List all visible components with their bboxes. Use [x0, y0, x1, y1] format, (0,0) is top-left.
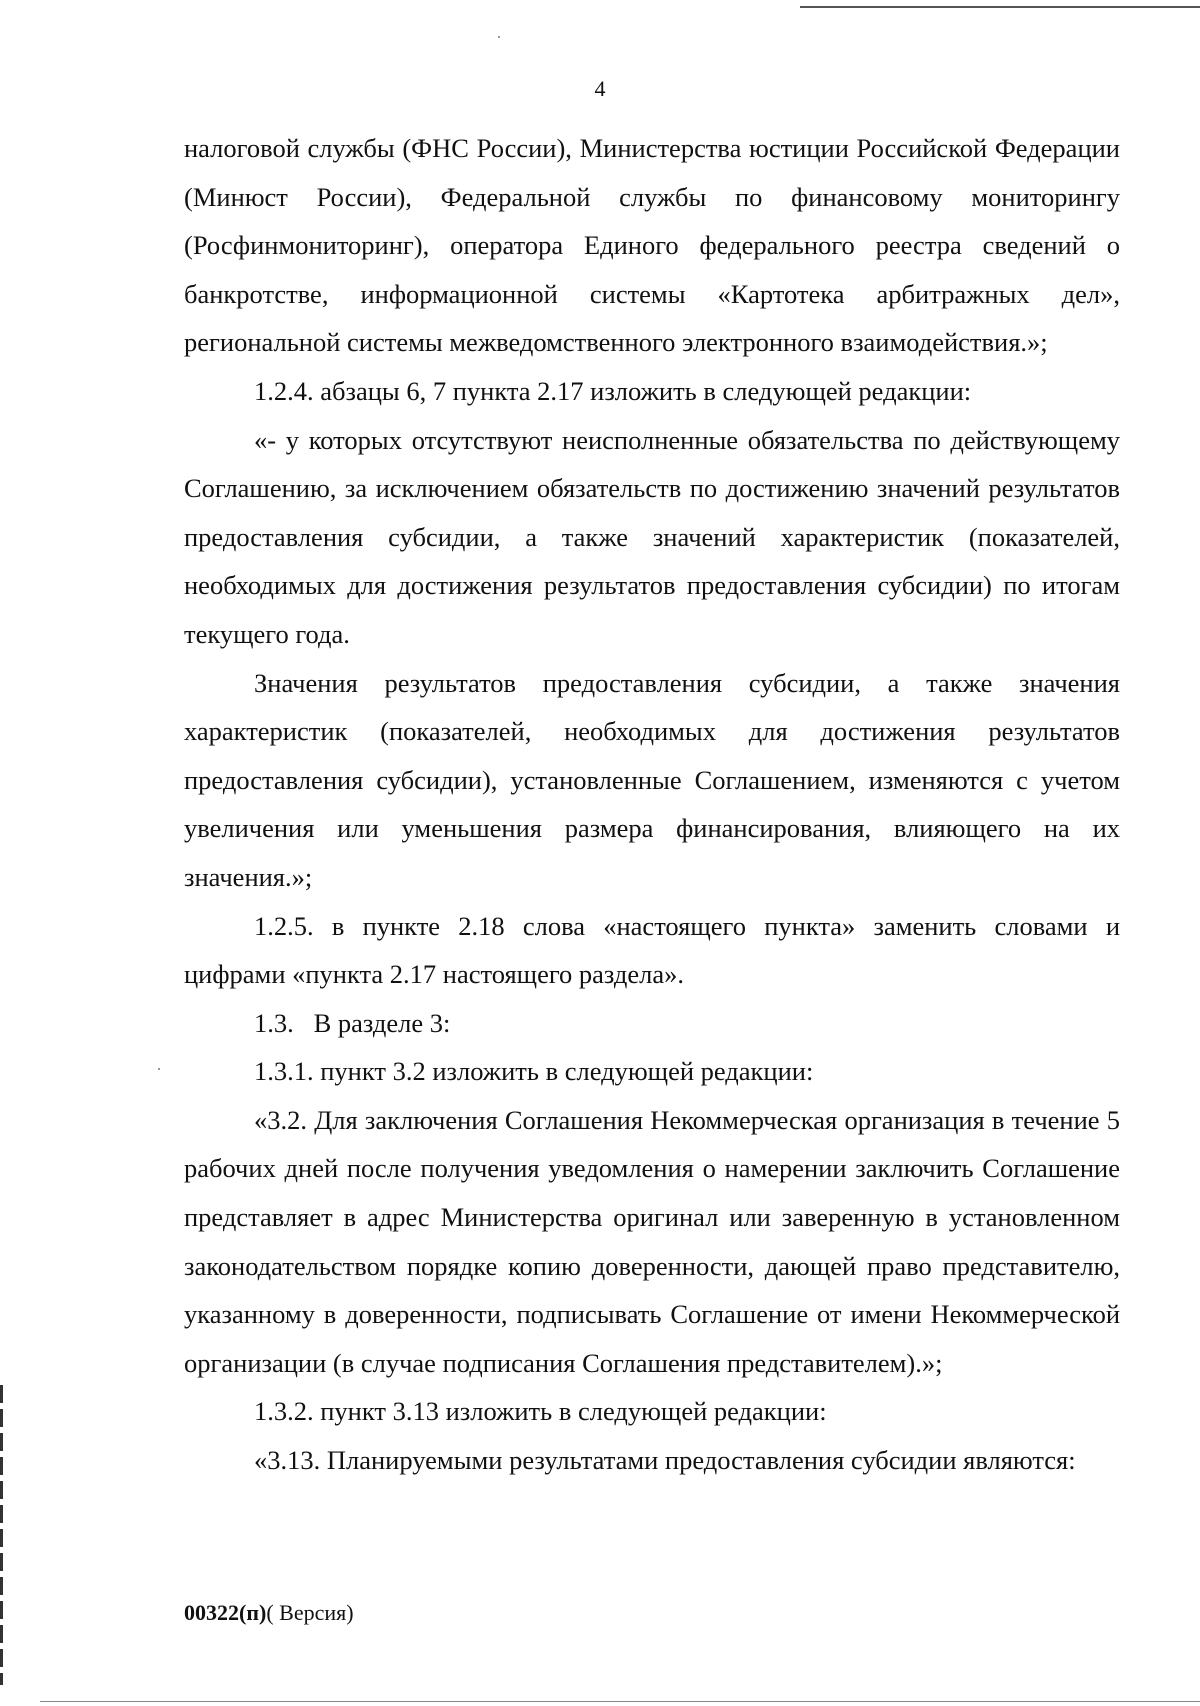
paragraph: 1.3. В разделе 3:	[254, 1007, 451, 1038]
paragraph: Значения результатов предоставления субсидии, а также значения характеристик (показателей, необходимых для достижения результатов предоставления субсидии), установленные Соглашением, изменяются с учетом увеличения или уменьшения размера финансирования, влияющего на их значения.»;	[184, 667, 1120, 892]
paragraph: налоговой службы (ФНС России), Министерства юстиции Российской Федерации (Минюст России), Федеральной службы по финансовому мониторингу (Росфинмониторинг), оператора Единого федерального реестра сведений о банкротстве, информационной системы «Картотека арбитражных дел», региональной системы межведомственного электронного взаимодействия.»;	[184, 133, 1120, 358]
document-body	[184, 124, 1120, 1485]
paragraph: «- у которых отсутствуют неисполненные обязательства по действующему Соглашению, за исключением обязательств по достижению значений результатов предоставления субсидии, а также значений характеристик (показателей, необходимых для достижения результатов предоставления субсидии) по итогам текущего года.	[184, 424, 1120, 649]
scan-speck	[158, 1068, 160, 1070]
scan-edge-bottom	[40, 1701, 1200, 1702]
paragraph: 1.2.5. в пункте 2.18 слова «настоящего пункта» заменить словами и цифрами «пункта 2.17 настоящего раздела».	[184, 910, 1120, 990]
document-code: 00322(п)	[184, 1600, 267, 1625]
paragraph: 1.3.1. пункт 3.2 изложить в следующей редакции:	[254, 1056, 814, 1087]
document-version: ( Версия)	[266, 1600, 354, 1625]
paragraph: «3.2. Для заключения Соглашения Некоммерческая организация в течение 5 рабочих дней после получения уведомления о намерении заключить Соглашение представляет в адрес Министерства оригинал или заверенную в установленном законодательством порядке копию доверенности, дающей право представителю, указанному в доверенности, подписывать Соглашение от имени Некоммерческой организации (в случае подписания Соглашения представителем).»;	[184, 1104, 1120, 1378]
paragraph: 1.2.4. абзацы 6, 7 пункта 2.17 изложить в следующей редакции:	[254, 375, 972, 406]
scan-edge-top	[800, 6, 1200, 8]
scan-edge-left	[0, 1385, 3, 1685]
paragraph: «3.13. Планируемыми результатами предоставления субсидии являются:	[254, 1445, 1076, 1476]
scan-speck	[498, 36, 500, 38]
paragraph: 1.3.2. пункт 3.13 изложить в следующей редакции:	[254, 1396, 827, 1427]
page-number: 4	[594, 76, 606, 101]
document-footer	[184, 1600, 354, 1626]
